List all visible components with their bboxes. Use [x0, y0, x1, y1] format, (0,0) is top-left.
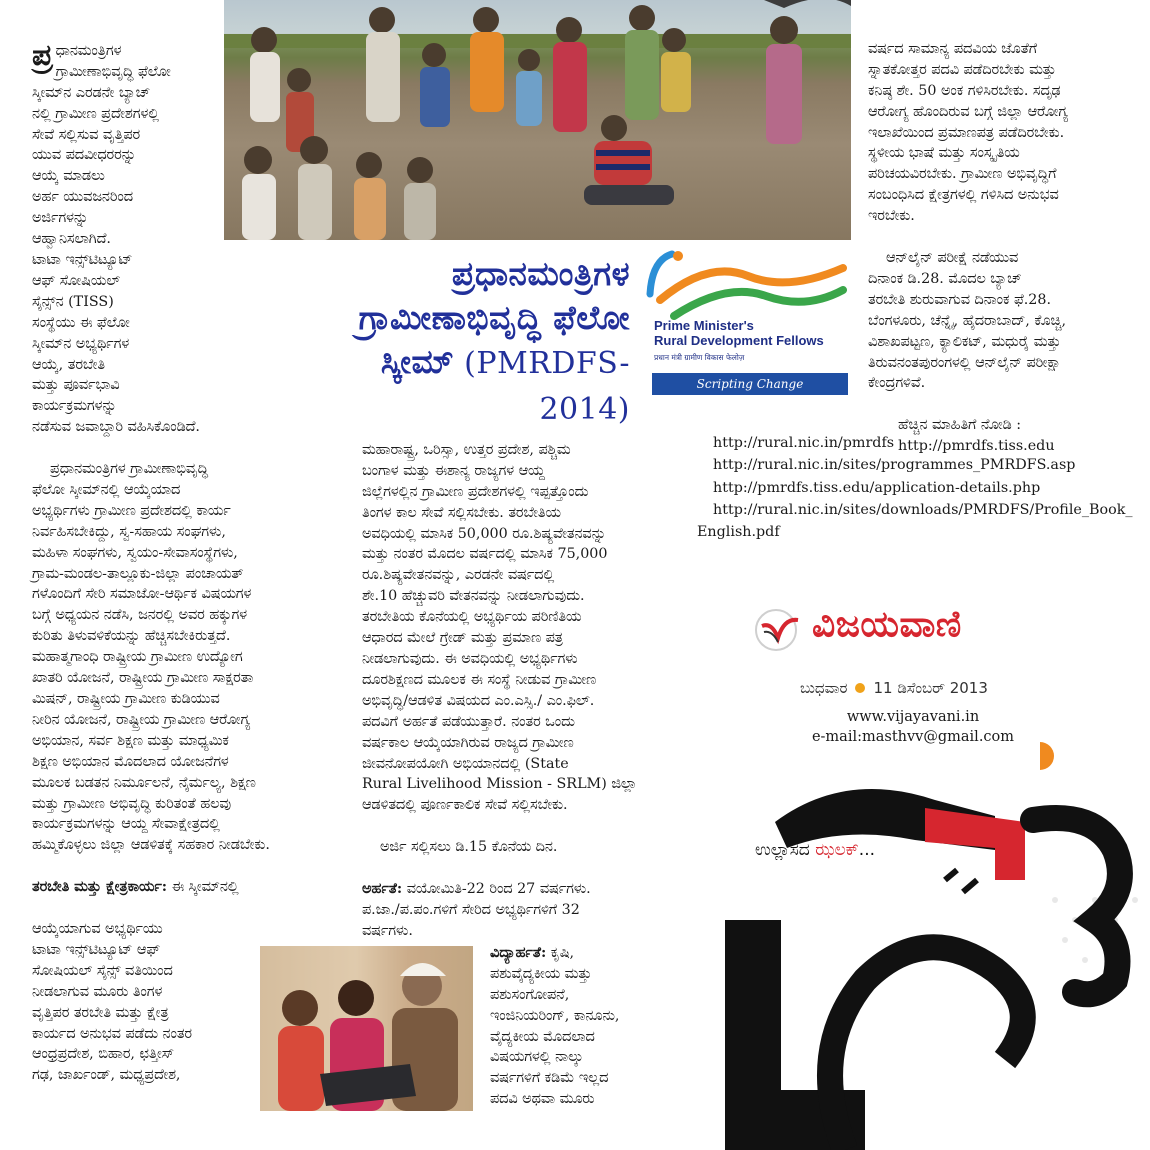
url-item[interactable]: http://pmrdfs.tiss.edu/application-details.php [713, 479, 1041, 496]
url-list [697, 432, 1133, 543]
family-laptop-photo-figures [260, 946, 473, 1111]
lead-paragraph: ಧಾನಮಂತ್ರಿಗಳ ಗ್ರಾಮೀಣಾಭಿವೃದ್ಧಿ ಫೆಲೋ ಸ್ಕೀಮ್‌ನ ಎರಡನೇ ಬ್ಯಾಚ್ ನಲ್ಲಿ ಗ್ರಾಮೀಣ ಪ್ರದೇಶಗಳಲ್ಲಿ ಸೇವೆ ಸಲ್ಲಿಸುವ ವೃತ್ತಿಪರ ಯುವ ಪದವೀಧರರನ್ನು ಆಯ್ಕೆ ಮಾಡಲು ಅರ್ಹ ಯುವಜನರಿಂದ ಅರ್ಜಿಗಳನ್ನು ಆಹ್ವಾನಿಸಲಾಗಿದೆ. ಟಾಟಾ ಇನ್ಸ್‌ಟಿಟ್ಯೂಟ್ ಆಫ್ ಸೋಷಿಯಲ್ ಸೈನ್ಸ್‌ನ (TISS) ಸಂಸ್ಥೆಯು ಈ ಫೆಲೋ ಸ್ಕೀಮ್‌ನ ಅಭ್ಯರ್ಥಿಗಳ ಆಯ್ಕೆ, ತರಬೇತಿ ಮತ್ತು ಪೂರ್ವಭಾವಿ ಕಾರ್ಯಕ್ರಮಗಳನ್ನು ನಡೆಸುವ ಜವಾಬ್ದಾರಿ ವಹಿಸಿಕೊಂಡಿದೆ. [32, 42, 200, 436]
drop-cap: ಪ್ರ [32, 37, 53, 73]
headline [330, 252, 630, 432]
url-item[interactable]: http://rural.nic.in/sites/downloads/PMRDFS/Profile_Book_ [713, 501, 1133, 518]
promo-tagline [755, 840, 875, 860]
promo-artwork [695, 730, 1150, 1150]
headline-line-2: ಗ್ರಾಮೀಣಾಭಿವೃದ್ಧಿ ಫೆಲೋ [358, 298, 630, 337]
paragraph-fragment: ಈ ಸ್ಕೀಮ್‌ನಲ್ಲಿ [167, 879, 239, 896]
paragraph: ವಯೋಮಿತಿ-22 ರಿಂದ 27 ವರ್ಷಗಳು. ಪ.ಜಾ./ಪ.ಪಂ.ಗಳಿಗೆ ಸೇರಿದ ಅಭ್ಯರ್ಥಿಗಳಿಗೆ 32 ವರ್ಷಗಳು. [362, 880, 591, 939]
headline-line-3-english: (PMRDFS-2014) [454, 346, 630, 427]
logo-line-1: Prime Minister's [654, 318, 754, 333]
logo-tagline: Scripting Change [652, 373, 848, 395]
headline-line-3-kannada: ಸ್ಕೀಮ್ [380, 342, 455, 381]
bullet-dot-icon [855, 683, 865, 693]
subhead-training: ತರಬೇತಿ ಮತ್ತು ಕ್ಷೇತ್ರಕಾರ್ಯ: [32, 879, 168, 896]
dateline-day: ಬುಧವಾರ [800, 679, 848, 697]
family-laptop-photo [260, 946, 473, 1111]
more-info: ಹೆಚ್ಚಿನ ಮಾಹಿತಿಗೆ ನೋಡಿ : http://pmrdfs.tiss.edu [898, 417, 1055, 455]
email[interactable]: e-mail:masthvv@gmail.com [811, 729, 1015, 745]
article-column-2 [362, 419, 662, 963]
logo-line-2: Rural Development Fellows [654, 333, 824, 348]
logo-hindi: प्रधान मंत्री ग्रामीण विकास फेलोज़ [654, 353, 745, 362]
promo-tagline-highlight: ಝಲಕ್ [815, 840, 859, 860]
vijayavani-logo-icon [752, 608, 808, 652]
masthead [752, 604, 1072, 654]
pmrdf-logo [638, 250, 851, 400]
article-column-2-bottom [490, 922, 665, 1131]
promo-graphic [695, 730, 1150, 1150]
paragraph: ಕೃಷಿ, ಪಶುವೈದ್ಯಕೀಯ ಮತ್ತು ಪಶುಸಂಗೋಪನೆ, ಇಂಜಿನಿಯರಿಂಗ್, ಕಾನೂನು, ವೈದ್ಯಕೀಯ ಮೊದಲಾದ ವಿಷಯಗಳಲ್ಲಿ ನಾಲ್ಕು ವರ್ಷಗಳಿಗೆ ಕಡಿಮೆ ಇಲ್ಲದ ಪದವಿ ಅಥವಾ ಮೂರು [490, 944, 620, 1108]
subhead-qualification: ವಿದ್ಯಾರ್ಹತೆ: [490, 944, 547, 961]
paragraph: ಮಹಾರಾಷ್ಟ್ರ, ಒರಿಸ್ಸಾ, ಉತ್ತರ ಪ್ರದೇಶ, ಪಶ್ಚಿಮ ಬಂಗಾಳ ಮತ್ತು ಈಶಾನ್ಯ ರಾಜ್ಯಗಳ ಆಯ್ದ ಜಿಲ್ಲೆಗಳಲ್ಲಿನ ಗ್ರಾಮೀಣ ಪ್ರದೇಶಗಳಲ್ಲಿ ಇಪ್ಪತ್ತೊಂದು ತಿಂಗಳ ಕಾಲ ಸೇವೆ ಸಲ್ಲಿಸಬೇಕು. ತರಬೇತಿಯ ಅವಧಿಯಲ್ಲಿ ಮಾಸಿಕ 50,000 ರೂ.ಶಿಷ್ಯವೇತನವನ್ನು ಮತ್ತು ನಂತರ ಮೊದಲ ವರ್ಷದಲ್ಲಿ ಮಾಸಿಕ 75,000 ರೂ.ಶಿಷ್ಯವೇತನವನ್ನು, ಎರಡನೇ ವರ್ಷದಲ್ಲಿ ಶೇ.10 ಹೆಚ್ಚುವರಿ ವೇತನವನ್ನು ನೀಡಲಾಗುವುದು. ತರಬೇತಿಯ ಕೊನೆಯಲ್ಲಿ ಅಭ್ಯರ್ಥಿಯ ಪರಿಣಿತಿಯ ಆಧಾರದ ಮೇಲೆ ಗ್ರೇಡ್ ಮತ್ತು ಪ್ರಮಾಣ ಪತ್ರ ನೀಡಲಾಗುವುದು. ಈ ಅವಧಿಯಲ್ಲಿ ಅಭ್ಯರ್ಥಿಗಳು ದೂರಶಿಕ್ಷಣದ ಮೂಲಕ ಈ ಸಂಸ್ಥೆ ನೀಡುವ ಗ್ರಾಮೀಣ ಅಭಿವೃದ್ಧಿ/ಆಡಳಿತ ವಿಷಯದ ಎಂ.ಎಸ್ಸಿ./ ಎಂ.ಫಿಲ್. ಪದವಿಗೆ ಅರ್ಹತೆ ಪಡೆಯುತ್ತಾರೆ. ನಂತರ ಒಂದು ವರ್ಷಕಾಲ ಆಯ್ಕೆಯಾಗಿರುವ ರಾಜ್ಯದ ಗ್ರಾಮೀಣ ಜೀವನೋಪಯೋಗಿ ಅಭಿಯಾನದಲ್ಲಿ (State Rural Livelihood Mission - SRLM) ಜಿಲ್ಲಾ ಆಡಳಿತದಲ್ಲಿ ಪೂರ್ಣಕಾಲಿಕ ಸೇವೆ ಸಲ್ಲಿಸಬೇಕು. [362, 441, 637, 814]
paragraph: ವರ್ಷದ ಸಾಮಾನ್ಯ ಪದವಿಯ ಜೊತೆಗೆ ಸ್ನಾತಕೋತ್ತರ ಪದವಿ ಪಡೆದಿರಬೇಕು ಮತ್ತು ಕನಿಷ್ಠ ಶೇ. 50 ಅಂಕ ಗಳಿಸಿರಬೇಕು. ಸದೃಢ ಆರೋಗ್ಯ ಹೊಂದಿರುವ ಬಗ್ಗೆ ಜಿಲ್ಲಾ ಆರೋಗ್ಯ ಇಲಾಖೆಯಿಂದ ಪ್ರಮಾಣಪತ್ರ ಪಡೆದಿರಬೇಕು. ಸ್ಥಳೀಯ ಭಾಷೆ ಮತ್ತು ಸಂಸ್ಕೃತಿಯ ಪರಿಚಯವಿರಬೇಕು. ಗ್ರಾಮೀಣ ಅಭಿವೃದ್ಧಿಗೆ ಸಂಬಂಧಿಸಿದ ಕ್ಷೇತ್ರಗಳಲ್ಲಿ ಗಳಿಸಿದ ಅನುಭವ ಇರಬೇಕು. [868, 40, 1069, 225]
article-column-1 [32, 20, 350, 1107]
dateline-date: 11 ಡಿಸೆಂಬರ್ 2013 [873, 679, 988, 697]
pmrdf-logo-swoosh [638, 250, 851, 322]
paragraph: ಪ್ರಧಾನಮಂತ್ರಿಗಳ ಗ್ರಾಮೀಣಾಭಿವೃದ್ಧಿ ಫೆಲೋ ಸ್ಕೀಮ್‌ನಲ್ಲಿ ಆಯ್ಕೆಯಾದ ಅಭ್ಯರ್ಥಿಗಳು ಗ್ರಾಮೀಣ ಪ್ರದೇಶದಲ್ಲಿ ಕಾರ್ಯ ನಿರ್ವಹಿಸಬೇಕಿದ್ದು, ಸ್ವ-ಸಹಾಯ ಸಂಘಗಳು, ಮಹಿಳಾ ಸಂಘಗಳು, ಸ್ವಯಂ-ಸೇವಾಸಂಸ್ಥೆಗಳು, ಗ್ರಾಮ-ಮಂಡಲ-ತಾಲ್ಲೂಕು-ಜಿಲ್ಲಾ ಪಂಚಾಯತ್ ಗಳೊಂದಿಗೆ ಸೇರಿ ಸಮಾಜೋ-ಆರ್ಥಿಕ ವಿಷಯಗಳ ಬಗ್ಗೆ ಅಧ್ಯಯನ ನಡೆಸಿ, ಜನರಲ್ಲಿ ಅವರ ಹಕ್ಕುಗಳ ಕುರಿತು ತಿಳುವಳಿಕೆಯನ್ನು ಹೆಚ್ಚಿಸಬೇಕಿರುತ್ತದೆ. ಮಹಾತ್ಮಗಾಂಧಿ ರಾಷ್ಟ್ರೀಯ ಗ್ರಾಮೀಣ ಉದ್ಯೋಗ ಖಾತರಿ ಯೋಜನೆ, ರಾಷ್ಟ್ರೀಯ ಗ್ರಾಮೀಣ ಸಾಕ್ಷರತಾ ಮಿಷನ್, ರಾಷ್ಟ್ರೀಯ ಗ್ರಾಮೀಣ ಕುಡಿಯುವ ನೀರಿನ ಯೋಜನೆ, ರಾಷ್ಟ್ರೀಯ ಗ್ರಾಮೀಣ ಆರೋಗ್ಯ ಅಭಿಯಾನ, ಸರ್ವ ಶಿಕ್ಷಣ ಮತ್ತು ಮಾಧ್ಯಮಿಕ ಶಿಕ್ಷಣ ಅಭಿಯಾನ ಮೊದಲಾದ ಯೋಜನೆಗಳ ಮೂಲಕ ಬಡತನ ನಿರ್ಮೂಲನೆ, ನೈರ್ಮಲ್ಯ, ಶಿಕ್ಷಣ ಮತ್ತು ಗ್ರಾಮೀಣ ಅಭಿವೃದ್ಧಿ ಕುರಿತಂತೆ ಹಲವು ಕಾರ್ಯಕ್ರಮಗಳನ್ನು ಆಯ್ದ ಸೇವಾಕ್ಷೇತ್ರದಲ್ಲಿ ಹಮ್ಮಿಕೊಳ್ಳಲು ಜಿಲ್ಲಾ ಆಡಳಿತಕ್ಕೆ ಸಹಕಾರ ನೀಡಬೇಕು. [32, 461, 270, 854]
url-item[interactable]: http://rural.nic.in/sites/programmes_PMRDFS.asp [713, 457, 1076, 474]
url-item[interactable]: http://rural.nic.in/pmrdfs [713, 435, 895, 451]
promo-tagline-prefix: ಉಲ್ಲಾಸದ [755, 840, 816, 860]
subhead-eligibility: ಅರ್ಹತೆ: [362, 880, 403, 897]
deadline-paragraph: ಅರ್ಜಿ ಸಲ್ಲಿಸಲು ಡಿ.15 ಕೊನೆಯ ದಿನ. [380, 839, 558, 856]
promo-tagline-suffix: ... [858, 840, 876, 860]
paragraph: ಆಯ್ಕೆಯಾಗುವ ಅಭ್ಯರ್ಥಿಯು ಟಾಟಾ ಇನ್ಸ್‌ಟಿಟ್ಯೂಟ್ ಆಫ್ ಸೋಷಿಯಲ್ ಸೈನ್ಸ್ ವತಿಯಿಂದ ನೀಡಲಾಗುವ ಮೂರು ತಿಂಗಳ ವೃತ್ತಿಪರ ತರಬೇತಿ ಮತ್ತು ಕ್ಷೇತ್ರ ಕಾರ್ಯದ ಅನುಭವ ಪಡೆದು ನಂತರ ಆಂಧ್ರಪ್ರದೇಶ, ಬಿಹಾರ, ಛತ್ತೀಸ್ ಗಢ, ಜಾರ್ಖಂಡ್, ಮಧ್ಯಪ್ರದೇಶ, [32, 920, 192, 1084]
dateline [800, 679, 988, 697]
headline-line-1: ಪ್ರಧಾನಮಂತ್ರಿಗಳ [451, 254, 630, 293]
article-column-3 [868, 18, 1138, 478]
url-item-continued[interactable]: English.pdf [697, 524, 780, 541]
website[interactable]: www.vijayavani.in [846, 709, 980, 725]
paragraph: ಆನ್‌ಲೈನ್ ಪರೀಕ್ಷೆ ನಡೆಯುವ ದಿನಾಂಕ ಡಿ.28. ಮೊದಲ ಬ್ಯಾಚ್ ತರಬೇತಿ ಶುರುವಾಗುವ ದಿನಾಂಕ ಫೆ.28. ಬೆಂಗಳೂರು, ಚೆನ್ನೈ, ಹೈದರಾಬಾದ್, ಕೊಚ್ಚಿ, ವಿಶಾಖಪಟ್ಟಣ, ಕ್ಯಾಲಿಕಟ್, ಮಧುರೈ ಮತ್ತು ತಿರುವನಂತಪುರಂಗಳಲ್ಲಿ ಆನ್‌ಲೈನ್ ಪರೀಕ್ಷಾ ಕೇಂದ್ರಗಳಿವೆ. [868, 249, 1067, 392]
masthead-name: ವಿಜಯವಾಣಿ [812, 604, 962, 645]
